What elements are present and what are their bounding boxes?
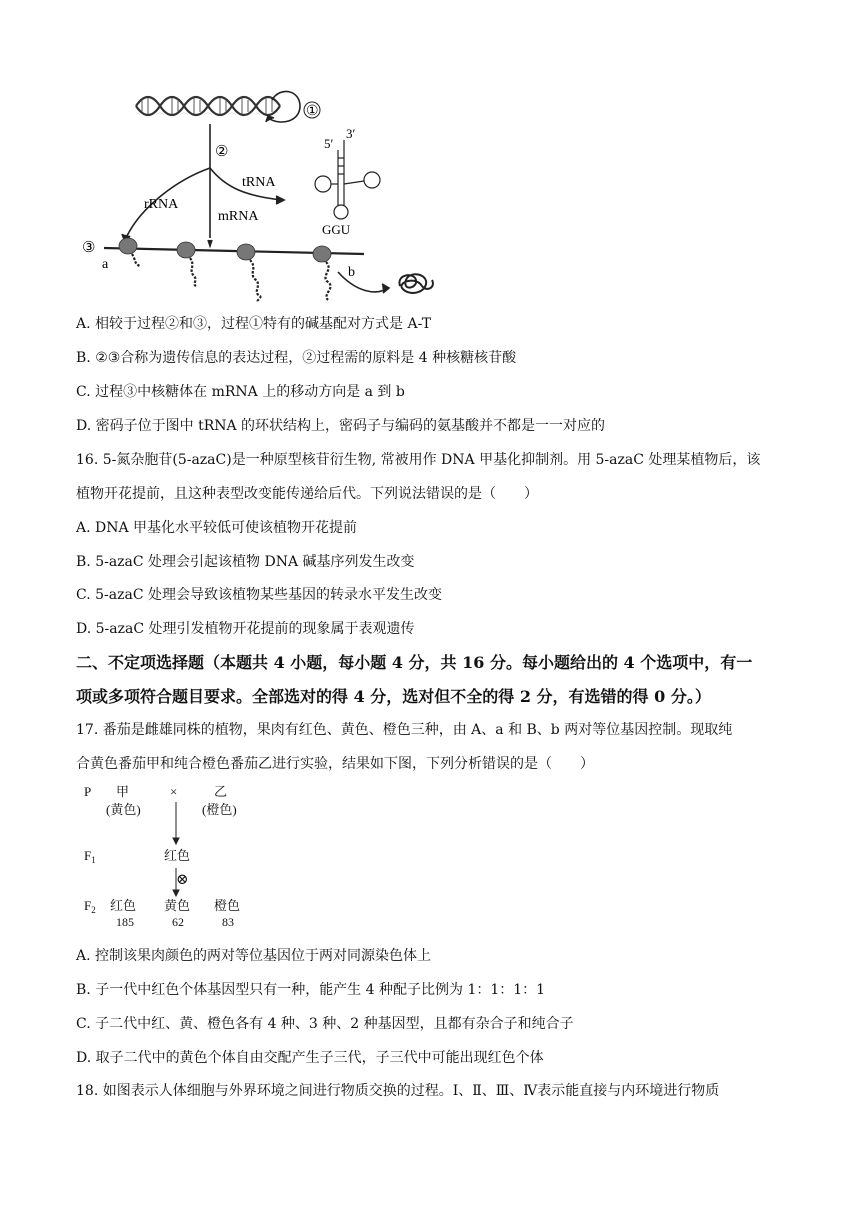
f2-yellow-count: 62 — [172, 915, 184, 929]
f1-generation-label: $F_1$ — [84, 848, 96, 865]
f2-yellow-phenotype: 黄色 — [164, 898, 191, 913]
q17-option-a: A. 控制该果肉颜色的两对等位基因位于两对同源染色体上 — [76, 948, 432, 964]
replication-arrow — [266, 91, 300, 122]
q15-option-c: C. 过程③中核糖体在 mRNA 上的移动方向是 a 到 b — [76, 384, 405, 400]
release-arrow — [338, 272, 389, 293]
q18-stem-line1: 18. 如图表示人体细胞与外界环境之间进行物质交换的过程。Ⅰ、Ⅱ、Ⅲ、Ⅳ表示能直接与内环境进行物质 — [76, 1083, 720, 1099]
folded-protein — [399, 274, 433, 293]
q16-option-a: A. DNA 甲基化水平较低可使该植物开花提前 — [76, 520, 358, 536]
five-prime-label: 5′ — [324, 136, 334, 151]
three-prime-label: 3′ — [346, 126, 356, 141]
section2-heading-line1: 二、不定项选择题（本题共 4 小题，每小题 4 分，共 16 分。每小题给出的 4 个选项中，有一 — [76, 653, 753, 672]
q16-option-c: C. 5-azaC 处理会导致该植物某些基因的转录水平发生改变 — [76, 587, 442, 603]
f2-generation-label: $F_2$ — [84, 898, 96, 915]
process-2-label: ② — [215, 144, 229, 160]
p-generation-label: P — [84, 784, 92, 799]
cross-symbol: × — [170, 784, 178, 799]
q16-stem-line2: 植物开花提前，且这种表型改变能传递给后代。下列说法错误的是（ ） — [76, 486, 538, 502]
anticodon-label: GGU — [322, 222, 351, 237]
mrna-label: mRNA — [218, 209, 259, 224]
q16-option-b: B. 5-azaC 处理会引起该植物 DNA 碱基序列发生改变 — [76, 554, 415, 570]
f2-red-count: 185 — [116, 915, 134, 929]
process-3-label: ③ — [82, 240, 96, 256]
q16-stem-line1: 16. 5-氮杂胞苷(5-azaC)是一种原型核苷衍生物, 常被用作 DNA 甲基化抑制剂。用 5-azaC 处理某植物后，该 — [76, 452, 761, 468]
q15-option-b: B. ②③合称为遗传信息的表达过程，②过程需的原料是 4 种核糖核苷酸 — [76, 350, 517, 366]
genetic-cross-diagram — [76, 780, 266, 932]
q17-option-c: C. 子二代中红、黄、橙色各有 4 种、3 种、2 种基因型，且都有杂合子和纯合子 — [76, 1016, 574, 1032]
a-label: a — [102, 257, 109, 272]
q17-option-b: B. 子一代中红色个体基因型只有一种，能产生 4 种配子比例为 1：1：1：1 — [76, 982, 546, 998]
q15-option-d: D. 密码子位于图中 tRNA 的环状结构上，密码子与编码的氨基酸并不都是一一对应的 — [76, 418, 606, 434]
f1-phenotype: 红色 — [164, 848, 191, 863]
parent-yi: 乙 — [214, 784, 228, 799]
q17-option-d: D. 取子二代中的黄色个体自由交配产生子三代，子三代中可能出现红色个体 — [76, 1050, 544, 1066]
q17-stem-line1: 17. 番茄是雌雄同株的植物，果肉有红色、黄色、橙色三种，由 A、a 和 B、b 两对等位基因控制。现取纯 — [76, 722, 733, 738]
parent-yi-phenotype: (橙色) — [202, 802, 237, 817]
trna-label: tRNA — [242, 175, 276, 190]
selfing-symbol: ⊗ — [176, 872, 189, 888]
f2-orange-count: 83 — [222, 915, 234, 929]
f2-orange-phenotype: 橙色 — [214, 898, 241, 913]
section2-heading-line2: 项或多项符合题目要求。全部选对的得 4 分，选对但不全的得 2 分，有选错的得 0 分。） — [76, 687, 711, 706]
dna-helix — [136, 97, 280, 115]
polypeptide-chains — [132, 254, 331, 302]
parent-jia: 甲 — [116, 784, 130, 799]
parent-jia-phenotype: (黄色) — [106, 802, 141, 817]
trna-structure — [315, 140, 380, 219]
q15-option-a: A. 相较于过程②和③，过程①特有的碱基配对方式是 A-T — [76, 316, 432, 332]
process-1-label: ① — [306, 104, 319, 119]
q16-option-d: D. 5-azaC 处理引发植物开花提前的现象属于表观遗传 — [76, 621, 415, 637]
gene-expression-diagram — [76, 88, 436, 304]
f2-red-phenotype: 红色 — [110, 898, 137, 913]
q17-stem-line2: 合黄色番茄甲和纯合橙色番茄乙进行实验，结果如下图，下列分析错误的是（ ） — [76, 756, 594, 772]
b-label: b — [348, 265, 355, 280]
rrna-label: rRNA — [144, 197, 179, 212]
